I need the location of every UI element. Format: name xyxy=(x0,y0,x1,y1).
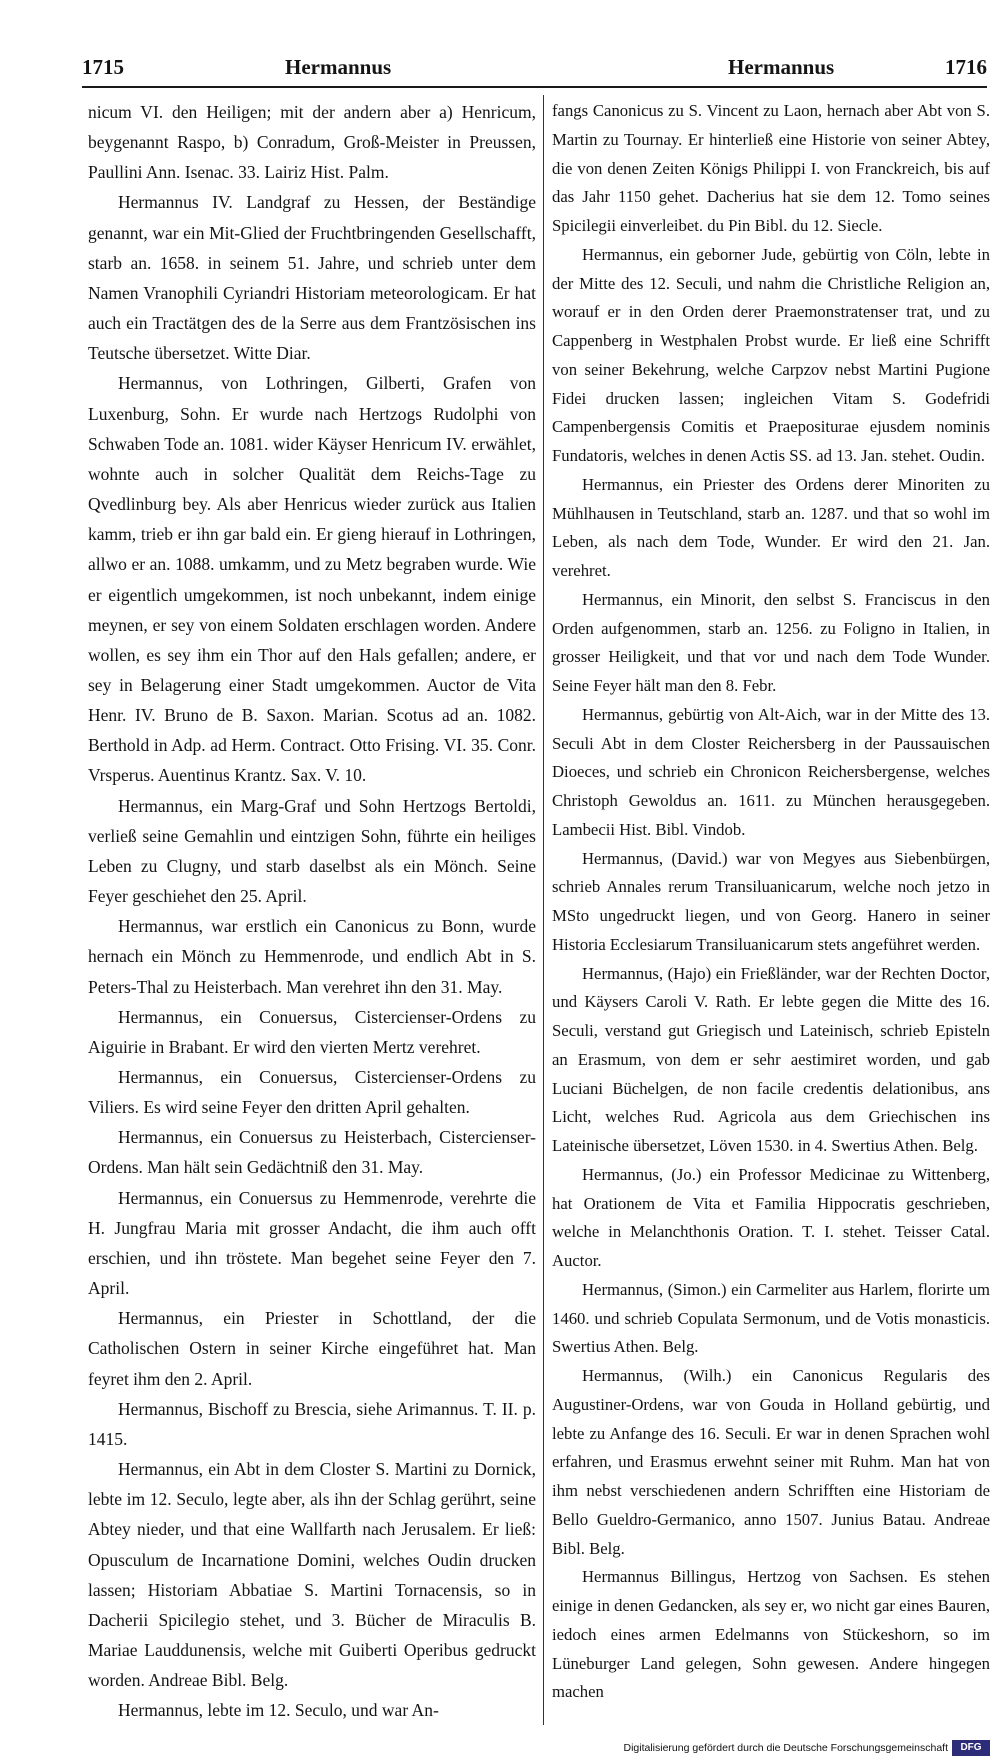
entry-paragraph: Hermannus, ein Conuersus, Cistercienser-Ordens zu Viliers. Es wird seine Feyer den dritten April gehalten. xyxy=(88,1067,536,1118)
entry-paragraph: Hermannus, ein Conuersus, Cistercienser-Ordens zu Aiguirie in Brabant. Er wird den vierten Mertz verehret. xyxy=(88,1006,536,1057)
left-page-number: 1715 xyxy=(82,55,124,79)
entry-paragraph: Hermannus, ein Marg-Graf und Sohn Hertzogs Bertoldi, verließ seine Gemahlin und eintzigen Sohn, führte ein heiliges Leben zu Clugny, und starb daselbst als ein Mönch. Seine Feyer geschiehet den 25. April. xyxy=(88,795,536,907)
running-header xyxy=(0,0,1000,95)
entry-paragraph: Hermannus, ein Priester in Schottland, der die Catholischen Ostern in seiner Kirche eingeführet hat. Man feyret ihm den 2. April. xyxy=(88,1308,536,1389)
entry-paragraph: Hermannus, (Hajo) ein Frießländer, war der Rechten Doctor, und Käysers Caroli V. Rath. Er lebte gegen die Mitte des 16. Seculi, verstand gut Griegisch und Lateinisch, schrieb Episteln an Erasmum, von dem er sehr aestimiret worden, und gab Luciani Büchelgen, de non facile credentis delationibus, ans Licht, welches Rud. Agricola aus dem Griechischen ins Lateinische übersetzet, Löven 1530. in 4. Swertius Athen. Belg. xyxy=(552,963,990,1155)
entry-paragraph: Hermannus, (Wilh.) ein Canonicus Regularis des Augustiner-Ordens, war von Gouda in Holland gebürtig, und lebte zu Anfange des 16. Seculi. Er war in denen Sprachen wohl erfahren, und Erasmus erwehnt seiner mit Ruhm. Man hat von ihm nebst verschiedenen andern Schrifften eine Historiam de Bello Gueldro-Germanico, anno 1507. Junius Batau. Andreae Bibl. Belg. xyxy=(552,1366,990,1558)
entry-paragraph: Hermannus, (Simon.) ein Carmeliter aus Harlem, florirte um 1460. und schrieb Copulata Sermonum, und de Votis monasticis. Swertius Athen. Belg. xyxy=(552,1279,990,1357)
entry-paragraph: Hermannus IV. Landgraf zu Hessen, der Beständige genannt, war ein Mit-Glied der Fruchtbringenden Gesellschafft, starb an. 1658. in seinem 51. Jahre, und schrieb unter dem Namen Vranophili Cyriandri Historiam meteorologicam. Er hat auch ein Tractätgen des de la Serre aus dem Frantzösischen ins Teutsche übersetzet. Witte Diar. xyxy=(88,192,536,364)
entry-paragraph: Hermannus, Bischoff zu Brescia, siehe Arimannus. T. II. p. 1415. xyxy=(88,1398,536,1449)
entry-paragraph: Hermannus, von Lothringen, Gilberti, Grafen von Luxenburg, Sohn. Er wurde nach Hertzogs Rudolphi von Schwaben Tode an. 1081. wider Käyser Henricum IV. erwählet, wohnte auch in solcher Qualität dem Reichs-Tage zu Qvedlinburg bey. Als aber Henricus wieder zurück aus Italien kamm, trieb er ihn gar bald ein. Er gieng hierauf in Lothringen, allwo er an. 1088. umkamm, und zu Metz begraben wurde. Wie er eigentlich umgekommen, ist noch unbekannt, indem einige meynen, er sey von einem Soldaten erschlagen worden. Andere wollen, es sey ihm ein Thor auf den Hals gefallen; andere, er sey in Belagerung einer Stadt umgekommen. Auctor de Vita Henr. IV. Bruno de B. Saxon. Marian. Scotus ad an. 1082. Berthold in Adp. ad Herm. Contract. Otto Frising. VI. 35. Conr. Vrsperus. Auentinus Krantz. Sax. V. 10. xyxy=(88,373,536,786)
entry-paragraph: Hermannus Billingus, Hertzog von Sachsen. Es stehen einige in denen Gedancken, als sey er, wo nicht gar eines Bauren, iedoch eines armen Edelmanns von Stückeshorn, so im Lüneburger Land gelegen, Sohn gewesen. Andere hingegen machen xyxy=(552,1567,990,1702)
left-column xyxy=(88,97,536,1725)
entry-paragraph: Hermannus, ein geborner Jude, gebürtig von Cöln, lebte in der Mitte des 12. Seculi, und nahm die Christliche Religion an, worauf er in den Orden derer Praemonstratenser trat, und zu Cappenberg in Westphalen Probst wurde. Er ließ eine Schrifft von seiner Bekehrung, welche Carpzov nebst Martini Pugione Fidei drucken lassen; ingleichen Vitam S. Godefridi Campenbergensis Comitis et Praepositurae ejusdem nominis Fundatoris, welches in denen Actis SS. ad 13. Jan. stehet. Oudin. xyxy=(552,244,990,465)
dfg-logo-icon: DFG xyxy=(952,1740,990,1756)
entry-paragraph: Hermannus, ein Abt in dem Closter S. Martini zu Dornick, lebte im 12. Seculo, legte aber, als ihn der Schlag gerührt, seine Abtey nieder, und that eine Wallfarth nach Jerusalem. Er ließ: Opusculum de Incarnatione Domini, welches Oudin drucken lassen; Historiam Abbatiae S. Martini Tornacensis, so in Dacherii Spicilegio stehet, und 3. Bücher de Miraculis B. Mariae Lauddunensis, welche mit Guiberti Operibus gedruckt worden. Andreae Bibl. Belg. xyxy=(88,1459,536,1691)
entry-paragraph: nicum VI. den Heiligen; mit der andern aber a) Henricum, beygenannt Raspo, b) Conradum, Groß-Meister in Preussen, Paullini Ann. Isenac. 33. Lairiz Hist. Palm. xyxy=(88,102,536,183)
entry-paragraph: Hermannus, ein Priester des Ordens derer Minoriten zu Mühlhausen in Teutschland, starb an. 1287. und that so wohl im Leben, als nach dem Tode, Wunder. Er wird den 21. Jan. verehret. xyxy=(552,474,990,580)
entry-paragraph: Hermannus, gebürtig von Alt-Aich, war in der Mitte des 13. Seculi Abt in dem Closter Reichersberg in der Paussauischen Dioeces, und schrieb ein Chronicon Reichersbergense, welches Christoph Gewoldus an. 1611. zu München herausgegeben. Lambecii Hist. Bibl. Vindob. xyxy=(552,704,990,839)
funding-credit: Digitalisierung gefördert durch die Deutsche Forschungsgemeinschaft xyxy=(623,1742,948,1754)
entry-paragraph: fangs Canonicus zu S. Vincent zu Laon, hernach aber Abt von S. Martin zu Tournay. Er hinterließ eine Historie von seiner Abtey, die von denen Zeiten Königs Philippi I. von Franckreich, bis auf das Jahr 1150 gehet. Dacherius hat sie dem 12. Tomo seines Spicilegii einverleibet. du Pin Bibl. du 12. Siecle. xyxy=(552,101,990,235)
entry-paragraph: Hermannus, ein Conuersus zu Hemmenrode, verehrte die H. Jungfrau Maria mit grosser Andacht, die ihm auch offt erschien, und ihn tröstete. Man begehet seine Feyer den 7. April. xyxy=(88,1187,536,1299)
entry-paragraph: Hermannus, (Jo.) ein Professor Medicinae zu Wittenberg, hat Orationem de Vita et Familia Hippocratis geschrieben, welche in Melanchthonis Oration. T. I. stehet. Teisser Catal. Auctor. xyxy=(552,1164,990,1270)
header-rule xyxy=(82,86,987,88)
entry-paragraph: Hermannus, war erstlich ein Canonicus zu Bonn, wurde hernach ein Mönch zu Hemmenrode, und endlich Abt in S. Peters-Thal zu Heisterbach. Man verehret ihn den 31. May. xyxy=(88,916,536,997)
right-column xyxy=(552,97,990,1707)
entry-paragraph: Hermannus, ein Minorit, den selbst S. Franciscus in den Orden aufgenommen, starb an. 1256. zu Foligno in Italien, in grosser Heiligkeit, und that vor und nach dem Tode Wunder. Seine Feyer hält man den 8. Febr. xyxy=(552,589,990,695)
left-running-head: Hermannus xyxy=(285,55,392,79)
right-running-head: Hermannus xyxy=(728,55,835,79)
digitization-footer xyxy=(0,1738,1000,1763)
right-page-number: 1716 xyxy=(945,55,987,79)
entry-paragraph: Hermannus, lebte im 12. Seculo, und war An- xyxy=(118,1700,439,1721)
entry-paragraph: Hermannus, (David.) war von Megyes aus Siebenbürgen, schrieb Annales rerum Transiluanicarum, welche noch jetzo in MSto ungedruckt liegen, und von Georg. Hanero in seiner Historia Ecclesiarum Transiluanicarum stets angeführet werden. xyxy=(552,848,990,954)
entry-paragraph: Hermannus, ein Conuersus zu Heisterbach, Cistercienser-Ordens. Man hält sein Gedächtniß den 31. May. xyxy=(88,1127,536,1178)
column-divider xyxy=(543,95,544,1725)
